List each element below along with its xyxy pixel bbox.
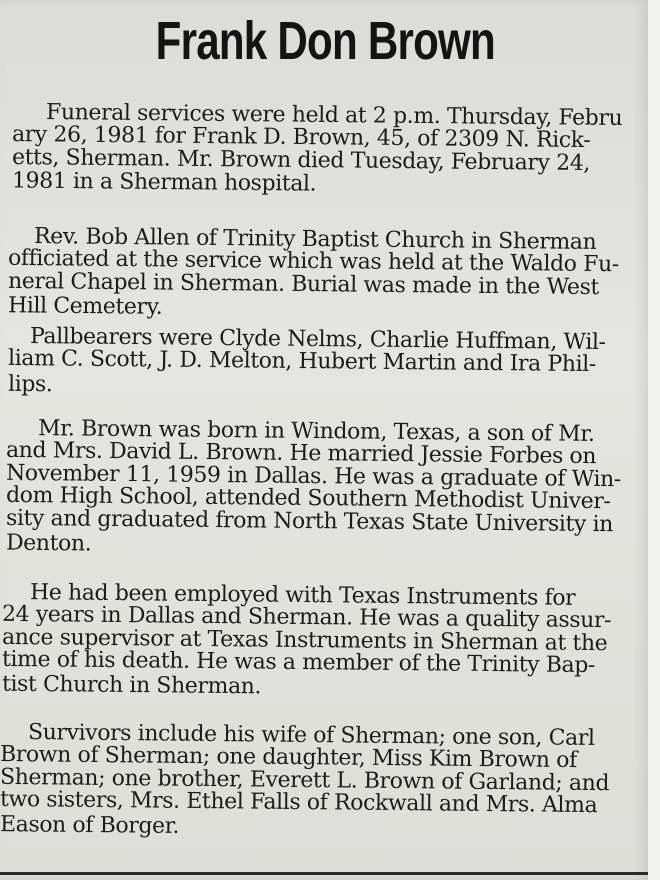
paragraph-funeral-services-line: etts, Sherman. Mr. Brown died Tuesday, February 24, — [11, 144, 591, 176]
paragraph-biography-line: and Mrs. David L. Brown. He married Jessie Forbes on — [5, 438, 597, 470]
paragraph-biography-line: sity and graduated from North Texas State University in — [5, 505, 614, 537]
paragraph-pallbearers-line: lips. — [7, 371, 53, 398]
paragraph-officiant-line: Hill Cemetery. — [7, 293, 163, 320]
paragraph-officiant-line: officiated at the service which was held at the Waldo Fu- — [7, 246, 619, 278]
paragraph-survivors-line: Brown of Sherman; one daughter, Miss Kim Brown of — [0, 742, 577, 774]
paragraph-biography-line: Mr. Brown was born in Windom, Texas, a son of Mr. — [37, 416, 595, 447]
paragraph-employment-line: 24 years in Dallas and Sherman. He was a quality assur- — [1, 602, 612, 634]
paragraph-survivors-line: two sisters, Mrs. Ethel Falls of Rockwall and Mrs. Alma — [0, 787, 598, 819]
page-margin — [648, 0, 660, 880]
paragraph-pallbearers-line: liam C. Scott, J. D. Melton, Hubert Martin and Ira Phil- — [7, 346, 597, 378]
paragraph-funeral-services-line: ary 26, 1981 for Frank D. Brown, 45, of 2309 N. Rick- — [11, 122, 591, 154]
paragraph-survivors-line: Eason of Borger. — [0, 811, 180, 839]
paragraph-biography-line: Denton. — [5, 530, 92, 557]
paragraph-pallbearers-line: Pallbearers were Clyde Nelms, Charlie Huffman, Wil- — [29, 323, 606, 356]
paragraph-employment-line: tist Church in Sherman. — [1, 671, 262, 699]
bottom-rule — [0, 872, 648, 875]
paragraph-biography-line: dom High School, attended Southern Methodist Univer- — [5, 483, 611, 515]
paragraph-officiant-line: Rev. Bob Allen of Trinity Baptist Church in Sherman — [33, 224, 597, 255]
paragraph-employment-line: He had been employed with Texas Instruments for — [29, 580, 576, 611]
paragraph-funeral-services-line: Funeral services were held at 2 p.m. Thursday, Febru — [45, 99, 623, 132]
paragraph-employment-line: time of his death. He was a member of the Trinity Bap- — [1, 647, 596, 679]
paragraph-survivors-line: Sherman; one brother, Everett L. Brown of Garland; and — [0, 764, 610, 796]
obituary-title: Frank Don Brown — [155, 11, 495, 71]
paragraph-funeral-services-line: 1981 in a Sherman hospital. — [11, 168, 317, 197]
paragraph-survivors-line: Survivors include his wife of Sherman; one son, Carl — [27, 720, 595, 751]
paragraph-biography-line: November 11, 1959 in Dallas. He was a graduate of Win- — [5, 460, 622, 493]
paragraph-officiant-line: neral Chapel in Sherman. Burial was made in the West — [7, 268, 600, 300]
paragraph-employment-line: ance supervisor at Texas Instruments in Sherman at the — [1, 624, 608, 656]
